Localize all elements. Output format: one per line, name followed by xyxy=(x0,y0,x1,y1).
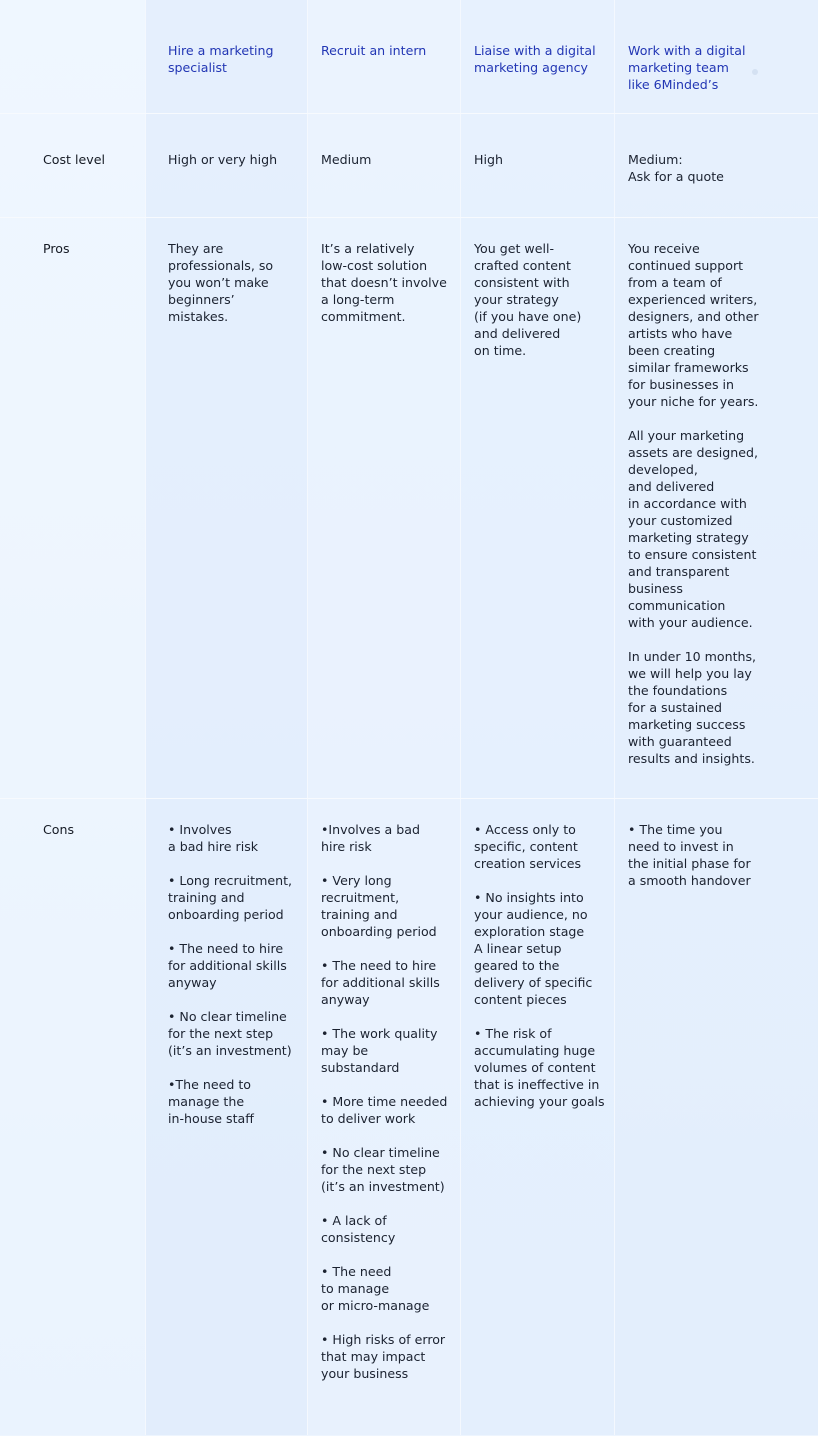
row-label-pros: Pros xyxy=(43,241,70,256)
cost-intern: Medium xyxy=(321,152,372,167)
cons-agency: • Access only to specific, content creation services • No insights into your audience, no exploration stage A linear setup geared to the delivery of specific content pieces • The risk of accumulating huge volumes of content that is ineffective in achieving your goals xyxy=(474,822,605,1109)
pros-specialist: They are professionals, so you won’t make beginners’ mistakes. xyxy=(168,241,274,324)
header-digital-agency: Liaise with a digital marketing agency xyxy=(474,43,596,75)
cons-specialist: • Involves a bad hire risk • Long recruitment, training and onboarding period • The need to hire for additional skills anyway • No clear timeline for the next step (it’s an investment) •The need to manage the in-house staff xyxy=(168,822,293,1126)
row-label-cons: Cons xyxy=(43,822,75,837)
table-row-pros xyxy=(0,217,818,799)
table-header-row xyxy=(0,0,818,113)
table-row-cost-level xyxy=(0,113,818,218)
cons-team: • The time you need to invest in the initial phase for a smooth handover xyxy=(628,822,751,888)
cost-team: Medium: Ask for a quote xyxy=(628,152,724,184)
decorative-dot xyxy=(752,69,758,75)
row-label-cost-level: Cost level xyxy=(43,152,105,167)
cost-agency: High xyxy=(474,152,503,167)
pros-team: You receive continued support from a team of experienced writers, designers, and other artists who have been creating similar frameworks for businesses in your niche for years. All your marketing assets are designed, developed, and delivered in accordance with your customized marketing strategy to ensure consistent and transparent business communication with your audience. In under 10 months, we will help you lay the foundations for a sustained marketing success with guaranteed results and insights. xyxy=(628,241,759,766)
header-digital-team: Work with a digital marketing team like 6Minded’s xyxy=(628,43,746,92)
header-corner-cell xyxy=(0,0,145,113)
pros-intern: It’s a relatively low-cost solution that doesn’t involve a long-term commitment. xyxy=(321,241,447,324)
cons-intern: •Involves a bad hire risk • Very long recruitment, training and onboarding period • The need to hire for additional skills anyway • The work quality may be substandard • More time needed to deliver work • No clear timeline for the next step (it’s an investment) • A lack of consistency • The need to manage or micro-manage • High risks of error that may impact your business xyxy=(321,822,448,1381)
header-hire-specialist: Hire a marketing specialist xyxy=(168,43,274,75)
pros-agency: You get well- crafted content consistent with your strategy (if you have one) and delivered on time. xyxy=(474,241,582,358)
table-row-cons xyxy=(0,798,818,1436)
cost-specialist: High or very high xyxy=(168,152,278,167)
header-recruit-intern: Recruit an intern xyxy=(321,43,427,58)
